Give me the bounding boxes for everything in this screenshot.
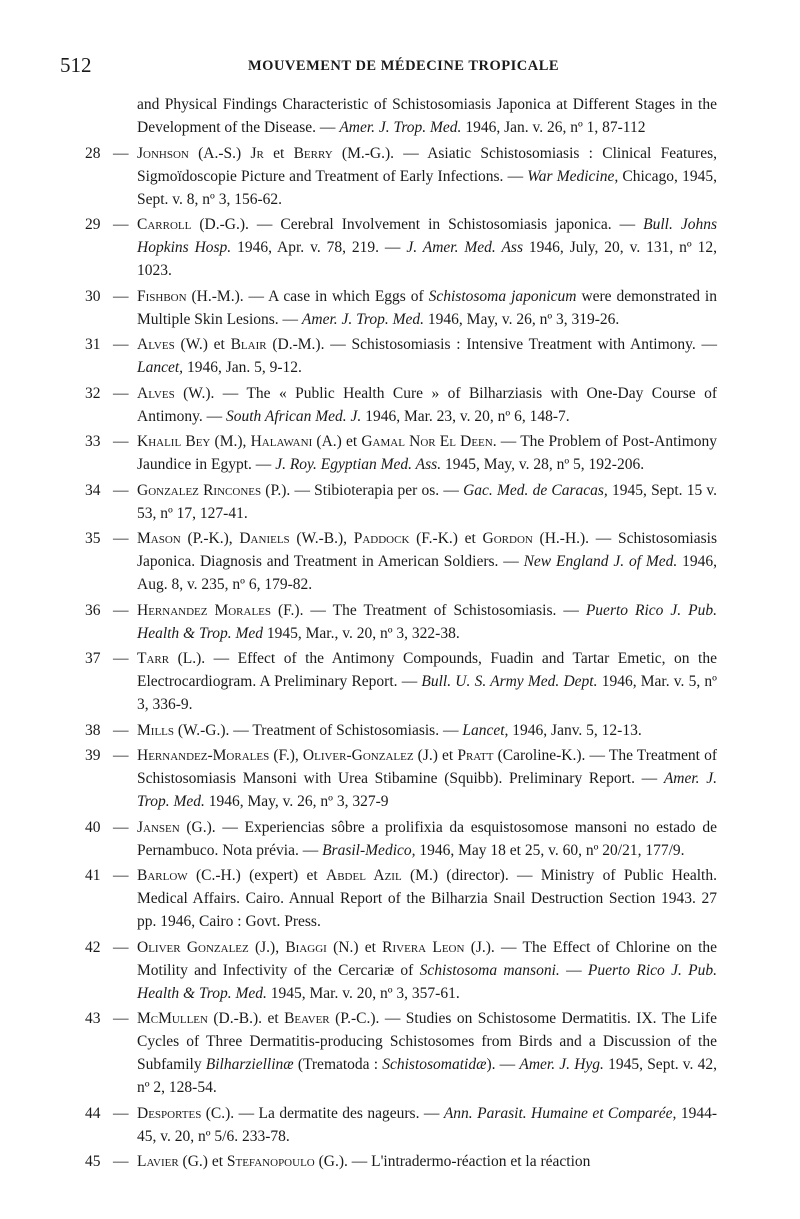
reference-dash: — <box>113 1153 129 1170</box>
reference-text <box>137 816 717 862</box>
citation-text: (F.-K.) et <box>409 530 483 547</box>
citation-text: (Caroline-K.). — The Treatment of Schistosomiasis Mansoni with Urea Stibamine (Squibb). Preliminary Report. — <box>137 747 717 787</box>
journal-title: South African Med. J. <box>225 407 362 425</box>
citation-text: (P.). — Stibioterapia per os. — <box>261 481 464 499</box>
citation-text: 1946, Jan. 5, 9-12. <box>183 359 302 376</box>
citation-text: 1945, Sept. 15 v. 53, nº 17, 127-41. <box>137 481 717 522</box>
author-name: Stefanopoulo <box>226 1153 315 1170</box>
reference-dash: — <box>113 818 129 836</box>
journal-title: Bilharziellinæ <box>205 1056 294 1073</box>
reference-dash: — <box>113 530 129 547</box>
reference-text <box>137 527 717 596</box>
citation-text: (P.-K.), <box>180 530 240 547</box>
citation-text: (A.-S.) <box>188 144 251 162</box>
reference-number: 30 <box>85 287 101 305</box>
citation-text: et <box>263 144 294 162</box>
reference-dash: — <box>113 938 129 956</box>
citation-text: were demonstrated in Multiple Skin Lesions. — <box>137 287 717 328</box>
reference-text <box>137 1007 717 1099</box>
reference-text <box>137 1102 717 1148</box>
citation-text: 1946, Apr. v. 78, 219. — <box>231 239 407 256</box>
citation-text: (W.) et <box>174 336 231 353</box>
author-name: Daniels <box>239 530 290 547</box>
author-name: Carroll <box>137 216 192 233</box>
journal-title: Amer. J. Trop. Med. <box>339 119 462 136</box>
reference-dash: — <box>113 144 129 162</box>
citation-text: (N.) et <box>326 938 383 956</box>
journal-title: Puerto Rico J. Pub. Health & Trop. Med. <box>137 961 717 1002</box>
citation-text: (L.). — Effect of the Antimony Compounds, Fuadin and Tartar Emetic, on the Electrocardiogram. A Preliminary Report. — <box>137 650 717 690</box>
reference-entry <box>85 599 717 645</box>
citation-text: (F.). — The Treatment of Schistosomiasis. — <box>271 601 586 619</box>
citation-text: Chicago, 1945, Sept. v. 8, nº 3, 156-62. <box>137 167 717 208</box>
reference-number: 40 <box>85 818 101 836</box>
reference-entry <box>85 479 717 525</box>
reference-dash: — <box>113 336 129 353</box>
journal-title: Amer. J. Trop. Med. <box>137 770 717 810</box>
citation-text: 1945, Sept. v. 42, nº 2, 128-54. <box>137 1056 717 1096</box>
citation-text: . — The Problem of Post-Antimony Jaundice in Egypt. — <box>137 433 718 473</box>
reference-entry <box>85 93 717 139</box>
citation-text: 1944-45, v. 20, nº 5/6. 233-78. <box>137 1104 717 1145</box>
reference-number: 28 <box>85 144 101 162</box>
reference-dash: — <box>113 1104 129 1122</box>
citation-text: (D.-M.). — Schistosomiasis : Intensive Treatment with Antimony. — <box>266 336 718 353</box>
reference-entry <box>85 1150 717 1173</box>
reference-dash: — <box>113 721 129 739</box>
reference-text <box>137 719 717 742</box>
author-name: Halawani <box>250 433 313 450</box>
citation-text: 1946, July, 20, v. 131, nº 12, 1023. <box>137 239 718 279</box>
journal-title: Amer. J. Hyg. <box>519 1056 604 1073</box>
page-number: 512 <box>60 53 92 77</box>
reference-entry <box>85 647 717 716</box>
citation-text: (A.) et <box>312 433 362 450</box>
reference-number: 32 <box>85 384 101 402</box>
journal-title: Puerto Rico J. Pub. Health & Trop. Med <box>137 601 717 642</box>
reference-number: 29 <box>85 216 101 233</box>
reference-entry <box>85 816 717 862</box>
reference-text <box>137 382 717 428</box>
journal-title: Bull. U. S. Army Med. Dept. <box>421 673 598 690</box>
citation-text: 1946, Aug. 8, v. 235, nº 6, 179-82. <box>137 553 717 593</box>
citation-text: (G.). — Experiencias sôbre a prolifixia da esquistosomose mansoni no estado de Pernambuco. Nota prévia. — <box>137 818 717 859</box>
citation-text: 1946, May 18 et 25, v. 60, nº 20/21, 177/9. <box>415 841 685 859</box>
citation-text: 1946, May, v. 26, nº 3, 319-26. <box>424 310 620 328</box>
reference-text <box>137 1150 717 1173</box>
journal-title: J. Roy. Egyptian Med. Ass. <box>275 456 442 473</box>
reference-entry <box>85 864 717 933</box>
reference-text <box>137 285 717 331</box>
reference-text <box>137 333 717 379</box>
author-name: Oliver Gonzalez <box>137 938 249 956</box>
citation-text: (M.-G.). — Asiatic Schistosomiasis : Clinical Features, Sigmoïdoscopie Picture and Treatment of Early Infections. — <box>137 144 717 185</box>
citation-text: (W.-B.), <box>289 530 354 547</box>
reference-dash: — <box>113 384 129 402</box>
author-name: Oliver-Gonzalez <box>302 747 414 764</box>
reference-dash: — <box>113 481 129 499</box>
reference-number: 36 <box>85 601 101 619</box>
journal-title: Lancet, <box>137 359 184 376</box>
author-name: Barlow <box>137 867 188 884</box>
citation-text: 1946, May, v. 26, nº 3, 327-9 <box>204 793 389 810</box>
citation-text: 1945, Mar. v. 20, nº 3, 357-61. <box>266 984 460 1002</box>
author-name: McMullen <box>137 1010 208 1027</box>
reference-number: 44 <box>85 1104 101 1122</box>
citation-text: (C.-H.) (expert) et <box>187 867 326 884</box>
citation-text: (G.) et <box>178 1153 227 1170</box>
author-name: Biaggi <box>285 938 327 956</box>
citation-text: (J.). — The Effect of Chlorine on the Motility and Infectivity of the Cercariæ of <box>137 938 718 979</box>
author-name: Hernandez-Morales <box>137 747 270 764</box>
author-name: Jonhson <box>137 144 189 162</box>
reference-text <box>137 864 717 933</box>
reference-number: 41 <box>85 867 101 884</box>
citation-text: — <box>559 961 588 979</box>
page-header <box>60 53 760 83</box>
reference-text <box>137 142 717 211</box>
citation-text: 1945, May, v. 28, nº 5, 192-206. <box>441 456 645 473</box>
journal-title: Gac. Med. de Caracas, <box>463 481 608 499</box>
reference-text <box>137 599 717 645</box>
citation-text: (P.-C.). — Studies on Schistosome Dermatitis. IX. The Life Cycles of Three Dermatitis-producing Schistosomes from Birds and a Discussion of the Subfamily <box>137 1010 718 1073</box>
citation-text: (H.-H.). — Schistosomiasis Japonica. Diagnosis and Treatment in American Soldiers. — <box>137 530 717 570</box>
journal-title: Brasil-Medico, <box>322 841 416 859</box>
journal-title: J. Amer. Med. Ass <box>406 239 523 256</box>
reference-number: 38 <box>85 721 101 739</box>
author-name: Desportes <box>137 1104 202 1122</box>
citation-text: 1945, Mar., v. 20, nº 3, 322-38. <box>263 624 460 642</box>
reference-list <box>85 93 717 1176</box>
citation-text: (M.) (director). — Ministry of Public Health. Medical Affairs. Cairo. Annual Report of the Bilharzia Snail Destruction Section 1943. 27 pp. 1946, Cairo : Govt. Press. <box>137 867 717 930</box>
reference-dash: — <box>113 867 129 884</box>
citation-text: (Trematoda : <box>293 1056 383 1073</box>
reference-entry <box>85 333 717 379</box>
author-name: Beaver <box>284 1010 330 1027</box>
reference-entry <box>85 744 717 813</box>
reference-text <box>137 936 717 1005</box>
citation-text: (J.) et <box>413 747 458 764</box>
citation-text: (G.). — L'intradermo-réaction et la réaction <box>314 1153 591 1170</box>
reference-dash: — <box>113 287 129 305</box>
author-name: Paddock <box>353 530 410 547</box>
author-name: Mills <box>137 721 175 739</box>
citation-text: (D.-G.). — Cerebral Involvement in Schistosomiasis japonica. — <box>191 216 644 233</box>
reference-text <box>137 213 717 282</box>
author-name: Jr <box>250 144 264 162</box>
citation-text: ). — <box>486 1056 520 1073</box>
citation-text: (C.). — La dermatite des nageurs. — <box>201 1104 444 1122</box>
citation-text: (M.), <box>210 433 251 450</box>
author-name: Gordon <box>482 530 533 547</box>
reference-entry <box>85 527 717 596</box>
citation-text: (W.). — The « Public Health Cure » of Bilharziasis with One-Day Course of Antimony. — <box>137 384 717 425</box>
author-name: Berry <box>293 144 333 162</box>
reference-dash: — <box>113 216 129 233</box>
reference-text <box>137 430 717 476</box>
author-name: Gonzalez Rincones <box>137 481 262 499</box>
author-name: Khalil Bey <box>137 433 211 450</box>
reference-dash: — <box>113 433 129 450</box>
journal-title: Amer. J. Trop. Med. <box>301 310 425 328</box>
reference-number: 33 <box>85 433 101 450</box>
author-name: Blair <box>230 336 267 353</box>
citation-text: 1946, Mar. v. 5, nº 3, 336-9. <box>137 673 717 713</box>
reference-entry <box>85 382 717 428</box>
journal-title: Schistosoma mansoni. <box>419 961 560 979</box>
reference-number: 34 <box>85 481 101 499</box>
reference-dash: — <box>113 1010 129 1027</box>
reference-text <box>137 744 717 813</box>
reference-text <box>137 647 717 716</box>
citation-text: and Physical Findings Characteristic of Schistosomiasis Japonica at Different Stages in the Development of the Disease. — <box>137 96 717 136</box>
citation-text: 1946, Janv. 5, 12-13. <box>508 721 642 739</box>
reference-entry <box>85 213 717 282</box>
author-name: Alves <box>137 384 175 402</box>
journal-title: Schistosomatidæ <box>382 1056 487 1073</box>
journal-title: Schistosoma japonicum <box>428 287 577 305</box>
reference-text <box>137 93 717 139</box>
citation-text: (J.), <box>248 938 286 956</box>
author-name: Tarr <box>137 650 170 667</box>
citation-text: (W.-G.). — Treatment of Schistosomiasis. — <box>174 721 463 739</box>
journal-title: Lancet, <box>462 721 509 739</box>
author-name: Fishbon <box>137 287 187 305</box>
journal-title: New England J. of Med. <box>523 553 678 570</box>
author-name: Alves <box>137 336 175 353</box>
reference-entry <box>85 142 717 211</box>
reference-dash: — <box>113 650 129 667</box>
running-title: MOUVEMENT DE MÉDECINE TROPICALE <box>248 58 560 74</box>
journal-title: Bull. Johns Hopkins Hosp. <box>137 216 717 256</box>
reference-number: 31 <box>85 336 101 353</box>
author-name: Rivera Leon <box>382 938 465 956</box>
author-name: Pratt <box>457 747 494 764</box>
journal-title: War Medicine, <box>527 167 619 185</box>
citation-text: 1946, Jan. v. 26, nº 1, 87-112 <box>461 119 646 136</box>
author-name: Mason <box>137 530 181 547</box>
reference-number: 35 <box>85 530 101 547</box>
reference-number: 39 <box>85 747 101 764</box>
citation-text: (F.), <box>269 747 303 764</box>
author-name: Lavier <box>137 1153 179 1170</box>
reference-entry <box>85 285 717 331</box>
citation-text: (H.-M.). — A case in which Eggs of <box>186 287 429 305</box>
reference-entry <box>85 936 717 1005</box>
citation-text: 1946, Mar. 23, v. 20, nº 6, 148-7. <box>361 407 570 425</box>
reference-number: 45 <box>85 1153 101 1170</box>
reference-text <box>137 479 717 525</box>
reference-entry <box>85 430 717 476</box>
reference-entry <box>85 1007 717 1099</box>
author-name: Hernandez Morales <box>137 601 272 619</box>
author-name: Jansen <box>137 818 180 836</box>
citation-text: (D.-B.). et <box>207 1010 285 1027</box>
reference-entry <box>85 719 717 742</box>
author-name: Abdel Azil <box>326 867 402 884</box>
reference-dash: — <box>113 747 129 764</box>
reference-number: 37 <box>85 650 101 667</box>
reference-number: 43 <box>85 1010 101 1027</box>
reference-dash: — <box>113 601 129 619</box>
author-name: Gamal Nor El Deen <box>361 433 493 450</box>
journal-title: Ann. Parasit. Humaine et Comparée, <box>443 1104 677 1122</box>
reference-number: 42 <box>85 938 101 956</box>
reference-entry <box>85 1102 717 1148</box>
